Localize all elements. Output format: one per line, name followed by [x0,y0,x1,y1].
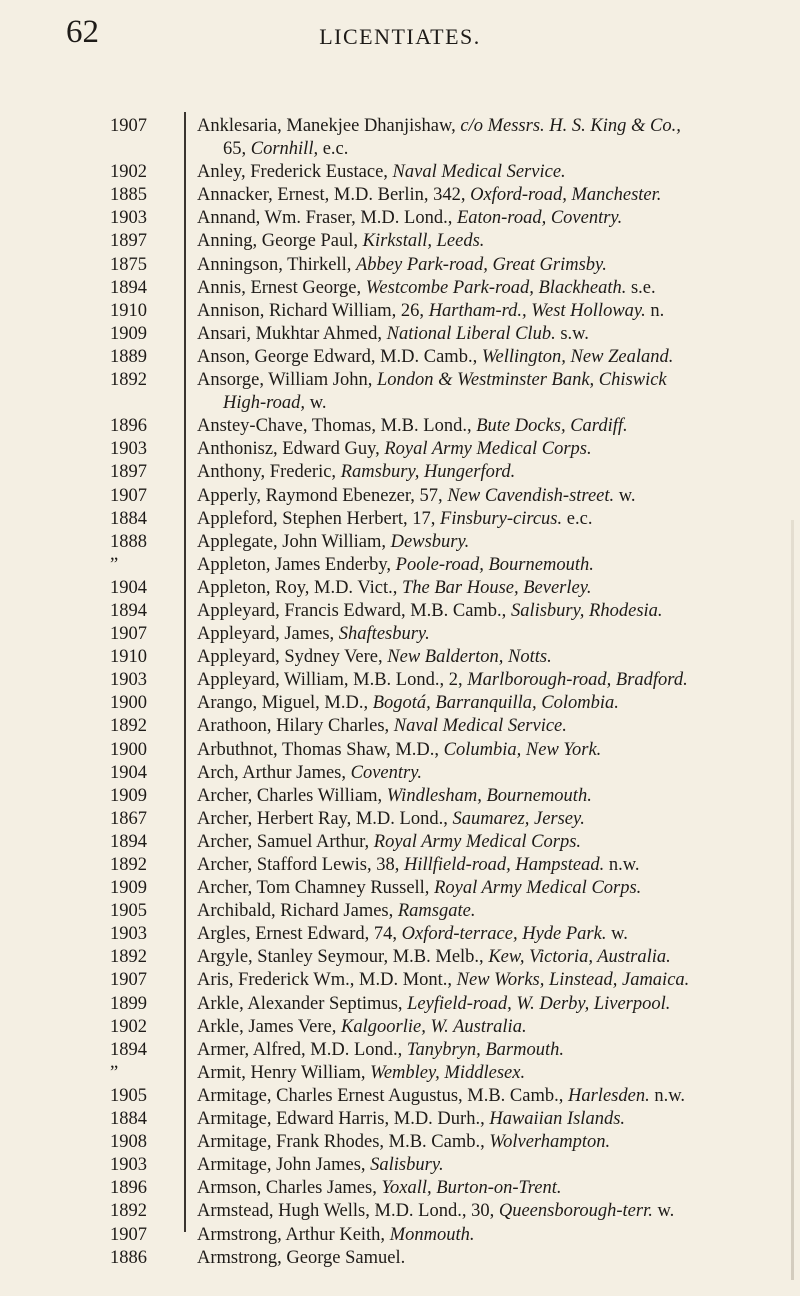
entry-year: 1909 [110,785,147,806]
entry-name: Annison, Richard William, 26, [197,300,429,321]
entry-row [0,230,800,253]
entry-year: 1896 [110,1178,147,1199]
entry-text [223,392,776,415]
entry-name: Armitage, John James, [197,1155,371,1176]
entry-year: 1892 [110,370,147,391]
entry-name: 65, [223,139,251,160]
entry-year: 1903 [110,924,147,945]
entry-text [197,854,776,877]
entry-row [0,923,800,946]
entry-text [197,739,776,762]
entry-row [0,877,800,900]
entry-name: w. [614,485,636,506]
entry-row [0,969,800,992]
entry-name: Archer, Herbert Ray, M.D. Lond., [197,808,453,829]
entry-address: Hartham-rd., West Holloway. [428,300,646,321]
entry-text [197,1224,776,1247]
entry-address: Hillfield-road, Hampstead. [404,855,605,875]
entry-address: Kew, Victoria, Australia. [488,947,671,968]
entry-name: Archer, Charles William, [197,785,387,806]
entry-text [197,1062,776,1085]
entry-text [197,785,776,808]
entry-year: 1907 [110,970,147,991]
entry-row [0,646,800,669]
entry-address: c/o Messrs. H. S. King & Co., [460,116,681,136]
entry-name: e.c. [562,508,593,529]
entry-row [0,1224,800,1247]
entry-year: 1904 [110,577,147,598]
entry-row [0,485,800,508]
entry-text [197,369,776,392]
entry-address: New Cavendish-street. [447,485,615,506]
entry-row [0,1154,800,1177]
entry-year: 1886 [110,1247,147,1268]
entry-address: Dewsbury. [390,531,470,552]
entry-text [197,415,776,438]
entry-row [0,115,800,138]
entry-address: Queensborough-terr. [498,1201,653,1222]
entry-address: Wembley, Middlesex. [370,1062,526,1083]
entry-name: n.w. [604,855,640,875]
entry-text [197,531,776,554]
entry-row [0,785,800,808]
entry-text [197,831,776,854]
entry-name: w. [652,1201,675,1222]
entry-row [0,461,800,484]
entry-address: Cornhill, [250,139,319,160]
entry-text [197,438,776,461]
entry-address: Harlesden. [568,1085,650,1106]
entry-text [197,485,776,508]
entry-address: High-road, [223,393,306,414]
entry-text [197,1200,776,1223]
entry-name: Apperly, Raymond Ebenezer, 57, [197,485,448,506]
entry-address: London & Westminster Bank, Chiswick [376,370,667,391]
entry-name: Armstrong, George Samuel. [197,1247,406,1268]
entry-year: 1897 [110,231,147,252]
entry-name: Archibald, Richard James, [197,901,398,922]
entry-text [197,508,776,531]
entry-name: w. [305,393,327,414]
entry-year: 1907 [110,1224,147,1245]
entry-year: ” [110,554,119,575]
entry-row [0,415,800,438]
entry-address: The Bar House, Beverley. [401,577,592,598]
entry-row [0,531,800,554]
entry-text [197,346,776,369]
entry-name: Armstead, Hugh Wells, M.D. Lond., 30, [197,1201,499,1222]
entry-year: 1897 [110,462,147,483]
licentiate-list [0,115,800,1270]
entry-address: Windlesham, Bournemouth. [386,785,592,806]
entry-row [0,277,800,300]
entry-year: 1885 [110,185,147,206]
entry-row [0,1200,800,1223]
entry-address: Kirkstall, Leeds. [362,231,485,252]
entry-row [0,438,800,461]
entry-name: Appleyard, James, [197,624,339,645]
entry-name: Applegate, John William, [197,531,391,552]
entry-address: Westcombe Park-road, Blackheath. [365,277,627,298]
entry-address: Ramsgate. [397,901,476,922]
entry-text [197,554,776,577]
entry-address: Oxford-road, Manchester. [470,185,662,206]
entry-text [223,138,776,161]
entry-year: 1907 [110,485,147,506]
entry-address: Shaftesbury. [338,624,430,645]
entry-name: s.e. [626,277,656,298]
entry-year: 1903 [110,208,147,229]
entry-year: 1903 [110,670,147,691]
entry-text [197,946,776,969]
entry-text [197,715,776,738]
entry-name: s.w. [555,323,589,344]
entry-name: Anningson, Thirkell, [197,254,356,275]
entry-text [197,1154,776,1177]
entry-row [0,900,800,923]
entry-name: Arkle, Alexander Septimus, [197,993,408,1014]
entry-text [197,161,776,184]
entry-text [197,692,776,715]
entry-row [0,1247,800,1270]
entry-row [0,831,800,854]
entry-year: 1892 [110,716,147,737]
entry-name: Argyle, Stanley Seymour, M.B. Melb., [197,947,489,968]
entry-address: Salisbury, Rhodesia. [510,600,663,621]
entry-address: New Balderton, Notts. [387,647,552,668]
entry-name: Armstrong, Arthur Keith, [197,1224,390,1245]
entry-address: Leyfield-road, W. Derby, Liverpool. [407,993,671,1014]
entry-name: Archer, Samuel Arthur, [197,831,374,852]
entry-row [0,1016,800,1039]
entry-text [197,808,776,831]
page-number: 62 [66,14,99,50]
entry-address: New Works, Linstead, Jamaica. [456,970,690,991]
entry-year: 1894 [110,831,147,852]
entry-address: Salisbury. [370,1155,444,1176]
entry-address: Abbey Park-road, Great Grimsby. [355,254,607,275]
entry-address: Finsbury-circus. [440,508,563,529]
entry-row [0,254,800,277]
entry-name: Appleton, James Enderby, [197,554,396,575]
entry-text [197,646,776,669]
entry-address: Columbia, New York. [443,739,602,760]
entry-text [197,923,776,946]
entry-text [197,230,776,253]
entry-text [197,1085,776,1108]
entry-name: n.w. [649,1085,685,1106]
entry-name: Anthony, Frederic, [197,462,341,483]
entry-year: 1907 [110,624,147,645]
entry-text [197,877,776,900]
entry-name: Arbuthnot, Thomas Shaw, M.D., [197,739,444,760]
entry-address: Wolverhampton. [489,1132,611,1153]
entry-year: 1884 [110,1109,147,1130]
entry-text [197,1039,776,1062]
entry-row [0,1177,800,1200]
entry-name: Armitage, Frank Rhodes, M.B. Camb., [197,1132,490,1153]
entry-row [0,808,800,831]
entry-row [0,762,800,785]
entry-text [197,323,776,346]
entry-year: 1902 [110,162,147,183]
entry-name: Annand, Wm. Fraser, M.D. Lond., [197,208,457,229]
entry-address: Bogotá, Barranquilla, Colombia. [372,693,619,714]
entry-text [197,969,776,992]
entry-year: 1875 [110,254,147,275]
entry-row [0,739,800,762]
entry-row [0,600,800,623]
entry-text [197,1016,776,1039]
entry-year: 1900 [110,693,147,714]
entry-year: 1894 [110,277,147,298]
entry-name: n. [645,300,665,321]
entry-name: Appleton, Roy, M.D. Vict., [197,577,402,598]
entry-address: Poole-road, Bournemouth. [395,554,594,575]
entry-row [0,854,800,877]
entry-year: 1894 [110,600,147,621]
entry-name: Armitage, Edward Harris, M.D. Durh., [197,1109,490,1130]
entry-text [197,669,776,692]
entry-row [0,692,800,715]
entry-name: Archer, Tom Chamney Russell, [197,878,435,899]
entry-name: Annacker, Ernest, M.D. Berlin, 342, [197,185,471,206]
entry-text [197,600,776,623]
entry-text [197,1247,776,1270]
entry-year: 1905 [110,1085,147,1106]
entry-year: 1896 [110,416,147,437]
entry-address: Hawaiian Islands. [489,1109,626,1130]
entry-text [197,115,776,138]
entry-row [0,207,800,230]
entry-name: Arango, Miguel, M.D., [197,693,373,714]
entry-year: 1892 [110,1201,147,1222]
entry-address: Wellington, New Zealand. [481,346,674,367]
entry-year: 1888 [110,531,147,552]
entry-row [0,669,800,692]
entry-row [0,346,800,369]
entry-name: e.c. [318,139,349,160]
entry-year: 1910 [110,647,147,668]
entry-address: Coventry. [350,762,423,783]
entry-year: 1892 [110,855,147,875]
entry-year: 1905 [110,901,147,922]
entry-row [0,993,800,1016]
entry-year: 1902 [110,1016,147,1037]
entry-row [0,946,800,969]
entry-name: Appleyard, William, M.B. Lond., 2, [197,670,468,691]
entry-name: Archer, Stafford Lewis, 38, [197,855,404,875]
entry-row [0,369,800,392]
entry-year: 1909 [110,878,147,899]
entry-text [197,184,776,207]
entry-row [0,1062,800,1085]
entry-text [197,762,776,785]
entry-name: Armer, Alfred, M.D. Lond., [197,1039,407,1060]
entry-text [197,577,776,600]
entry-row [0,1131,800,1154]
entry-row [0,1085,800,1108]
entry-text [197,277,776,300]
page-header [0,14,800,64]
entry-name: Anstey-Chave, Thomas, M.B. Lond., [197,416,477,437]
entry-name: Anson, George Edward, M.D. Camb., [197,346,482,367]
entry-text [197,254,776,277]
entry-year: 1904 [110,762,147,783]
entry-name: Anthonisz, Edward Guy, [197,439,385,460]
entry-name: Ansorge, William John, [197,370,377,391]
entry-year: 1903 [110,1155,147,1176]
entry-name: Anley, Frederick Eustace, [197,162,393,183]
entry-row [0,184,800,207]
entry-name: Armit, Henry William, [197,1062,371,1083]
entry-name: Anning, George Paul, [197,231,363,252]
entry-year: 1892 [110,947,147,968]
entry-name: w. [606,924,628,945]
entry-text [197,1108,776,1131]
entry-name: Arkle, James Vere, [197,1016,342,1037]
entry-name: Anklesaria, Manekjee Dhanjishaw, [197,116,461,136]
entry-address: Oxford-terrace, Hyde Park. [401,924,607,945]
entry-address: Royal Army Medical Corps. [373,831,582,852]
entry-address: Tanybryn, Barmouth. [406,1039,565,1060]
entry-text [197,207,776,230]
entry-name: Argles, Ernest Edward, 74, [197,924,402,945]
entry-address: Kalgoorlie, W. Australia. [341,1016,527,1037]
entry-text [197,1177,776,1200]
entry-year: 1889 [110,346,147,367]
entry-continuation [0,138,800,161]
entry-name: Arch, Arthur James, [197,762,351,783]
entry-text [197,461,776,484]
entry-text [197,900,776,923]
entry-row [0,623,800,646]
entry-row [0,323,800,346]
entry-year: 1900 [110,739,147,760]
entry-text [197,623,776,646]
entry-row [0,508,800,531]
entry-address: Royal Army Medical Corps. [434,878,642,899]
entry-name: Arathoon, Hilary Charles, [197,716,394,737]
entry-address: Saumarez, Jersey. [452,808,585,829]
entry-year: 1903 [110,439,147,460]
entry-name: Armson, Charles James, [197,1178,382,1199]
entry-name: Aris, Frederick Wm., M.D. Mont., [197,970,457,991]
entry-year: 1909 [110,323,147,344]
entry-year: ” [110,1062,119,1083]
entry-year: 1910 [110,300,147,321]
entry-address: Marlborough-road, Bradford. [467,670,688,691]
entry-row [0,1039,800,1062]
running-head: LICENTIATES. [319,24,481,49]
entry-name: Armitage, Charles Ernest Augustus, M.B. Camb., [197,1085,568,1106]
entry-name: Annis, Ernest George, [197,277,366,298]
entry-address: National Liberal Club. [386,323,556,344]
entry-year: 1894 [110,1039,147,1060]
entry-row [0,1108,800,1131]
entry-row [0,300,800,323]
entry-text [197,300,776,323]
entry-row [0,577,800,600]
entry-row [0,554,800,577]
entry-continuation [0,392,800,415]
entry-year: 1867 [110,808,147,829]
entry-row [0,161,800,184]
entry-address: Ramsbury, Hungerford. [340,462,516,483]
entry-address: Naval Medical Service. [393,716,567,737]
entry-year: 1899 [110,993,147,1014]
entry-name: Appleyard, Francis Edward, M.B. Camb., [197,600,511,621]
entry-address: Naval Medical Service. [392,162,566,183]
entry-year: 1908 [110,1132,147,1153]
entry-row [0,715,800,738]
entry-year: 1884 [110,508,147,529]
entry-address: Yoxall, Burton-on-Trent. [381,1178,562,1199]
entry-address: Eaton-road, Coventry. [456,208,623,229]
entry-address: Monmouth. [389,1224,475,1245]
entry-year: 1907 [110,116,147,136]
entry-address: Bute Docks, Cardiff. [476,416,628,437]
entry-text [197,1131,776,1154]
entry-address: Royal Army Medical Corps. [384,439,592,460]
entry-name: Appleyard, Sydney Vere, [197,647,388,668]
entry-text [197,993,776,1016]
entry-name: Appleford, Stephen Herbert, 17, [197,508,441,529]
entry-name: Ansari, Mukhtar Ahmed, [197,323,387,344]
